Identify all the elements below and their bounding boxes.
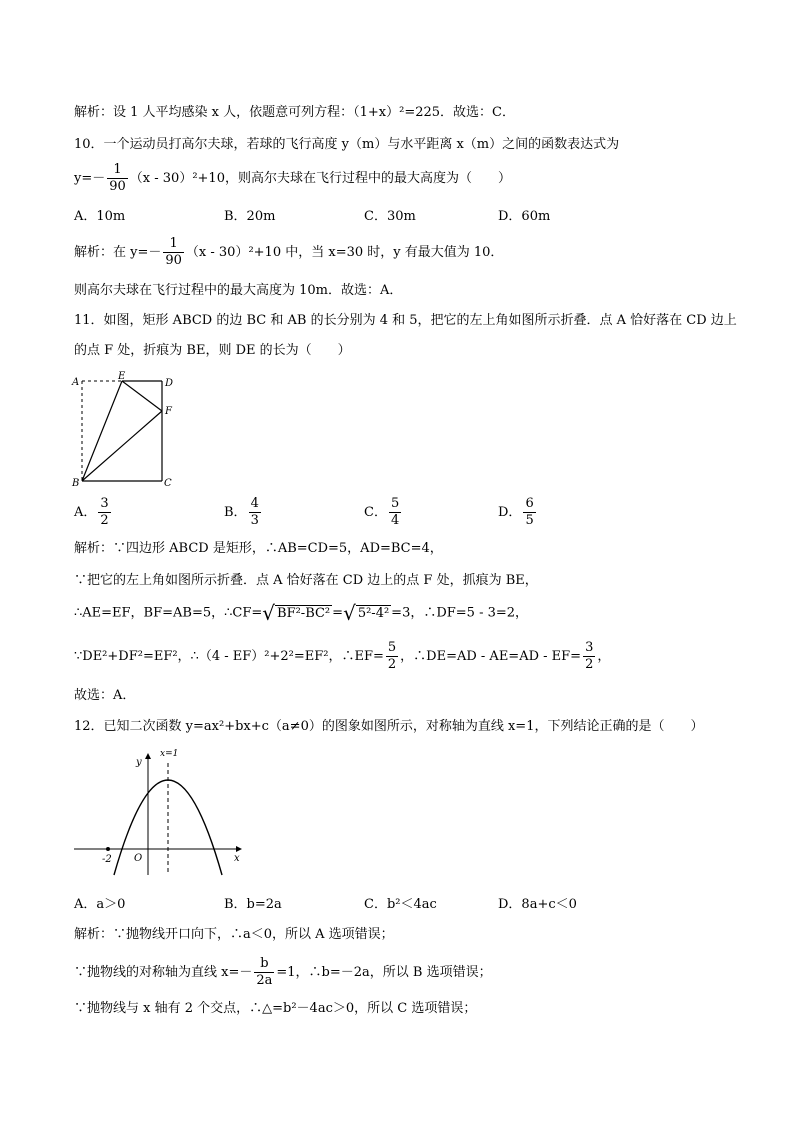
- fig12-label-origin: O: [134, 853, 143, 864]
- fig11-label-c: C: [164, 478, 172, 489]
- answer-11-line-c: ∴AE=EF，BF=AB=5，∴CF=√ BF²-BC² =√ 5²-4² =3，∴DF=5 - 3=2，: [74, 601, 529, 625]
- answer-11-line-d: ∵DE²+DF²=EF²，∴（4 - EF）²+2²=EF²，∴EF= $\frac{5}{2}$ ，∴DE=AD - AE=AD - EF= $\frac{3}{2}$ ，: [74, 640, 611, 672]
- answer-12-line-a: 解析：∵抛物线开口向下，∴a＜0，所以 A 选项错误；: [74, 927, 394, 942]
- fig11-label-a: A: [72, 377, 80, 388]
- q12-option-c: C．b²＜4ac: [364, 897, 437, 912]
- fig12-label-axis: x=1: [160, 749, 179, 759]
- answer-11-line-b: ∵把它的左上角如图所示折叠．点 A 恰好落在 CD 边上的点 F 处，抓痕为 BE，: [74, 573, 538, 588]
- q10-option-b: B．20m: [224, 209, 276, 224]
- fig11-label-e: E: [118, 371, 126, 382]
- answer-10-conclusion: 则高尔夫球在飞行过程中的最大高度为 10m．故选：A．: [74, 283, 403, 298]
- answer-11-line-a: 解析：∵四边形 ABCD 是矩形，∴AB=CD=5，AD=BC=4，: [74, 541, 443, 556]
- q12-option-b: B．b=2a: [224, 897, 282, 912]
- q10-option-d: D．60m: [498, 209, 551, 224]
- q11-option-c: C． $\frac{5}{4}$: [364, 496, 400, 528]
- q12-option-a: A．a＞0: [74, 897, 126, 912]
- fig12-label-y: y: [136, 757, 142, 768]
- answer-12-line-b: ∵抛物线的对称轴为直线 x=－ $\frac{b}{2a}$ =1，∴b=－2a，所以 B 选项错误；: [74, 956, 492, 988]
- q12-option-d: D．8a+c＜0: [498, 897, 577, 912]
- fig12-label-neg2: -2: [102, 854, 112, 865]
- fig11-label-d: D: [165, 378, 174, 389]
- q10-option-c: C．30m: [364, 209, 416, 224]
- rectangle-fold-figure: [70, 370, 190, 490]
- answer-9-line: 解析：设 1 人平均感染 x 人，依题意可列方程：（1+x）²=225．故选：C．: [74, 105, 515, 120]
- q11-option-d: D． $\frac{6}{5}$: [498, 496, 534, 528]
- question-10-text: 10．一个运动员打高尔夫球，若球的飞行高度 y（m）与水平距离 x（m）之间的函数表达式为: [74, 137, 620, 152]
- question-12-text: 12．已知二次函数 y=ax²+bx+c（a≠0）的图象如图所示，对称轴为直线 x=1，下列结论正确的是（ ）: [74, 719, 704, 734]
- answer-10-line: 解析：在 y=－ $\frac{1}{90}$ （x - 30）²+10 中，当 x=30 时，y 有最大值为 10．: [74, 236, 504, 268]
- q11-option-a: A． $\frac{3}{2}$: [74, 496, 109, 528]
- answer-11-conclusion: 故选：A．: [74, 688, 136, 703]
- question-11-text-a: 11．如图，矩形 ABCD 的边 BC 和 AB 的长分别为 4 和 5，把它的左上角如图所示折叠．点 A 恰好落在 CD 边上: [74, 313, 737, 328]
- question-10-formula: y=－ $\frac{1}{90}$ （x - 30）²+10，则高尔夫球在飞行过程中的最大高度为（ ）: [74, 162, 511, 194]
- fig11-label-b: B: [72, 478, 80, 489]
- question-11-text-b: 的点 F 处，折痕为 BE，则 DE 的长为（ ）: [74, 343, 351, 358]
- q11-option-b: B． $\frac{4}{3}$: [224, 496, 259, 528]
- fig11-label-f: F: [165, 406, 172, 417]
- answer-12-line-c: ∵抛物线与 x 轴有 2 个交点，∴△=b²－4ac＞0，所以 C 选项错误；: [74, 1001, 477, 1016]
- fig12-label-x: x: [234, 853, 240, 864]
- parabola-figure: [70, 745, 250, 880]
- q10-option-a: A．10m: [74, 209, 126, 224]
